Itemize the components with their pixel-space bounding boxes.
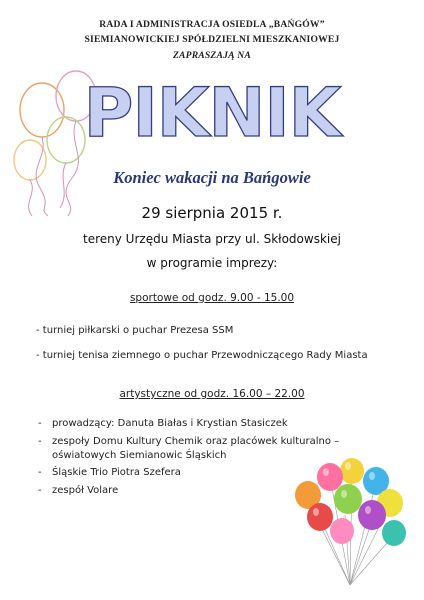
sports-item: - turniej tenisa ziemnego o puchar Przewodniczącego Rady Miasta — [36, 350, 368, 361]
arts-item: - zespół Volare — [38, 484, 119, 496]
event-subtitle: Koniec wakacji na Bańgowie — [113, 168, 311, 187]
arts-heading: artystyczne od godz. 16.00 – 22.00 — [119, 388, 305, 400]
header-line-invite: ZAPRASZAJĄ NA — [172, 50, 252, 61]
event-title: PIKNIK — [83, 74, 341, 153]
sports-item: - turniej piłkarski o puchar Prezesa SSM — [36, 325, 234, 336]
program-label: w programie imprezy: — [146, 256, 278, 270]
event-place: tereny Urzędu Miasta przy ul. Skłodowskiej — [83, 232, 341, 246]
sports-heading: sportowe od godz. 9.00 - 15.00 — [129, 292, 295, 304]
arts-item-continuation: oświatowych Siemianowic Śląskich — [52, 450, 227, 461]
arts-item: - prowadzący: Danuta Białas i Krystian Stasiczek — [38, 418, 288, 429]
arts-item: - zespoły Domu Kultury Chemik oraz placówek kulturalno – — [38, 435, 340, 447]
balloons-bunch-illustration — [290, 455, 410, 590]
header-line-organizer: RADA I ADMINISTRACJA OSIEDLA „BAŃGÓW” — [99, 19, 325, 30]
arts-item: - Śląskie Trio Piotra Szefera — [38, 467, 181, 478]
header-line-cooperative: SIEMIANOWICKIEJ SPÓŁDZIELNI MIESZKANIOWEJ — [84, 34, 340, 45]
event-date: 29 sierpnia 2015 r. — [141, 204, 283, 222]
